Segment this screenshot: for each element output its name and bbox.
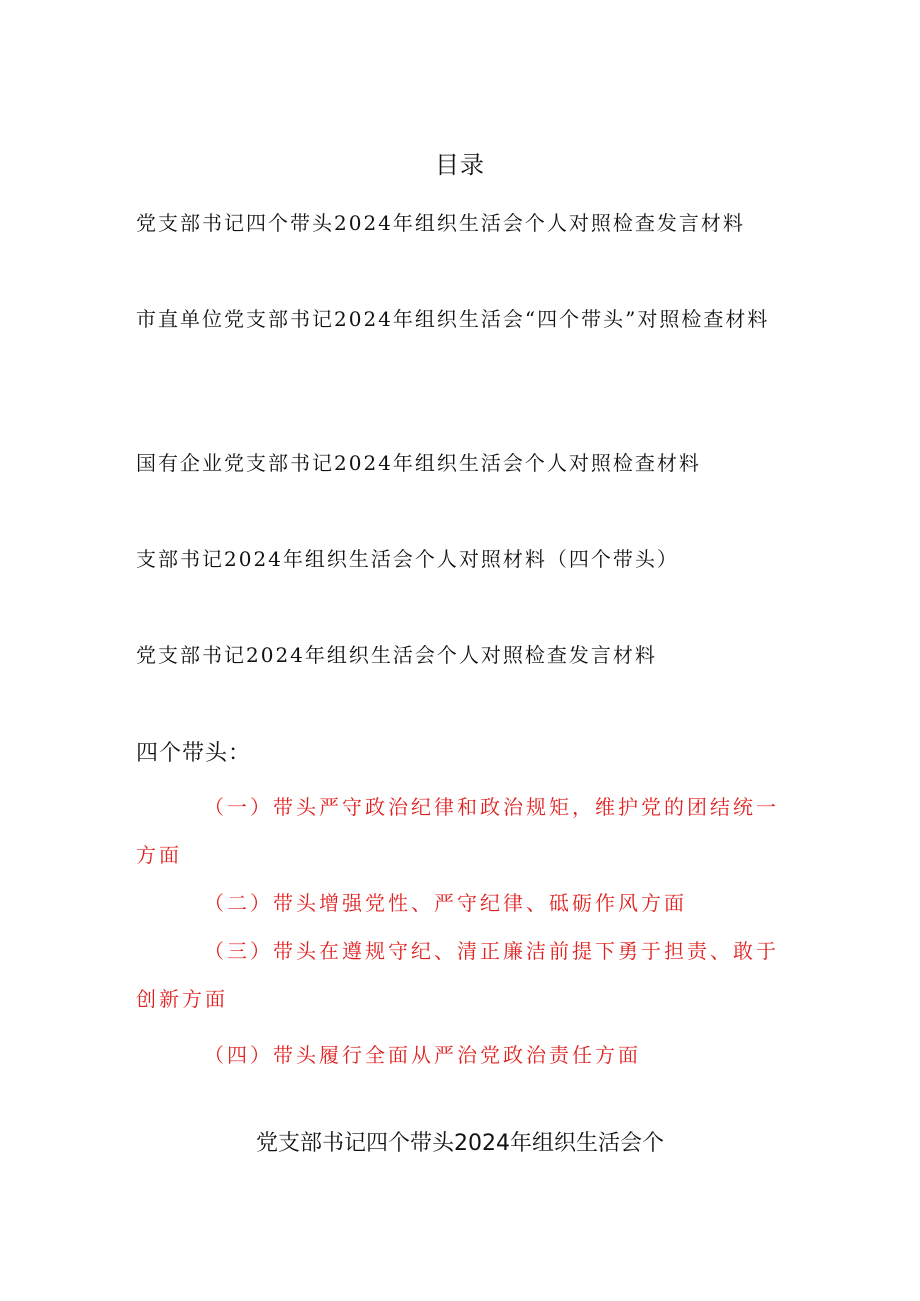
toc-title: 目录 xyxy=(435,151,485,179)
four-leads-item-3: （三）带头在遵规守纪、清正廉洁前提下勇于担责、敢于创新方面 xyxy=(136,939,779,1011)
four-leads-item-1: （一）带头严守政治纪律和政治规矩，维护党的团结统一方面 xyxy=(136,795,779,867)
toc-item-2: 市直单位党支部书记2024年组织生活会“四个带头”对照检查材料 xyxy=(136,307,770,331)
toc-item-5: 党支部书记2024年组织生活会个人对照检查发言材料 xyxy=(136,643,657,667)
four-leads-item-2: （二）带头增强党性、严守纪律、砥砺作风方面 xyxy=(204,891,687,915)
four-leads-item-4: （四）带头履行全面从严治党政治责任方面 xyxy=(204,1043,641,1067)
toc-item-3: 国有企业党支部书记2024年组织生活会个人对照检查材料 xyxy=(136,451,701,475)
document-title: 党支部书记四个带头2024年组织生活会个 xyxy=(256,1131,664,1156)
toc-item-1: 党支部书记四个带头2024年组织生活会个人对照检查发言材料 xyxy=(136,211,745,235)
four-leads-heading: 四个带头： xyxy=(136,741,252,766)
toc-item-4: 支部书记2024年组织生活会个人对照材料（四个带头） xyxy=(136,547,679,571)
